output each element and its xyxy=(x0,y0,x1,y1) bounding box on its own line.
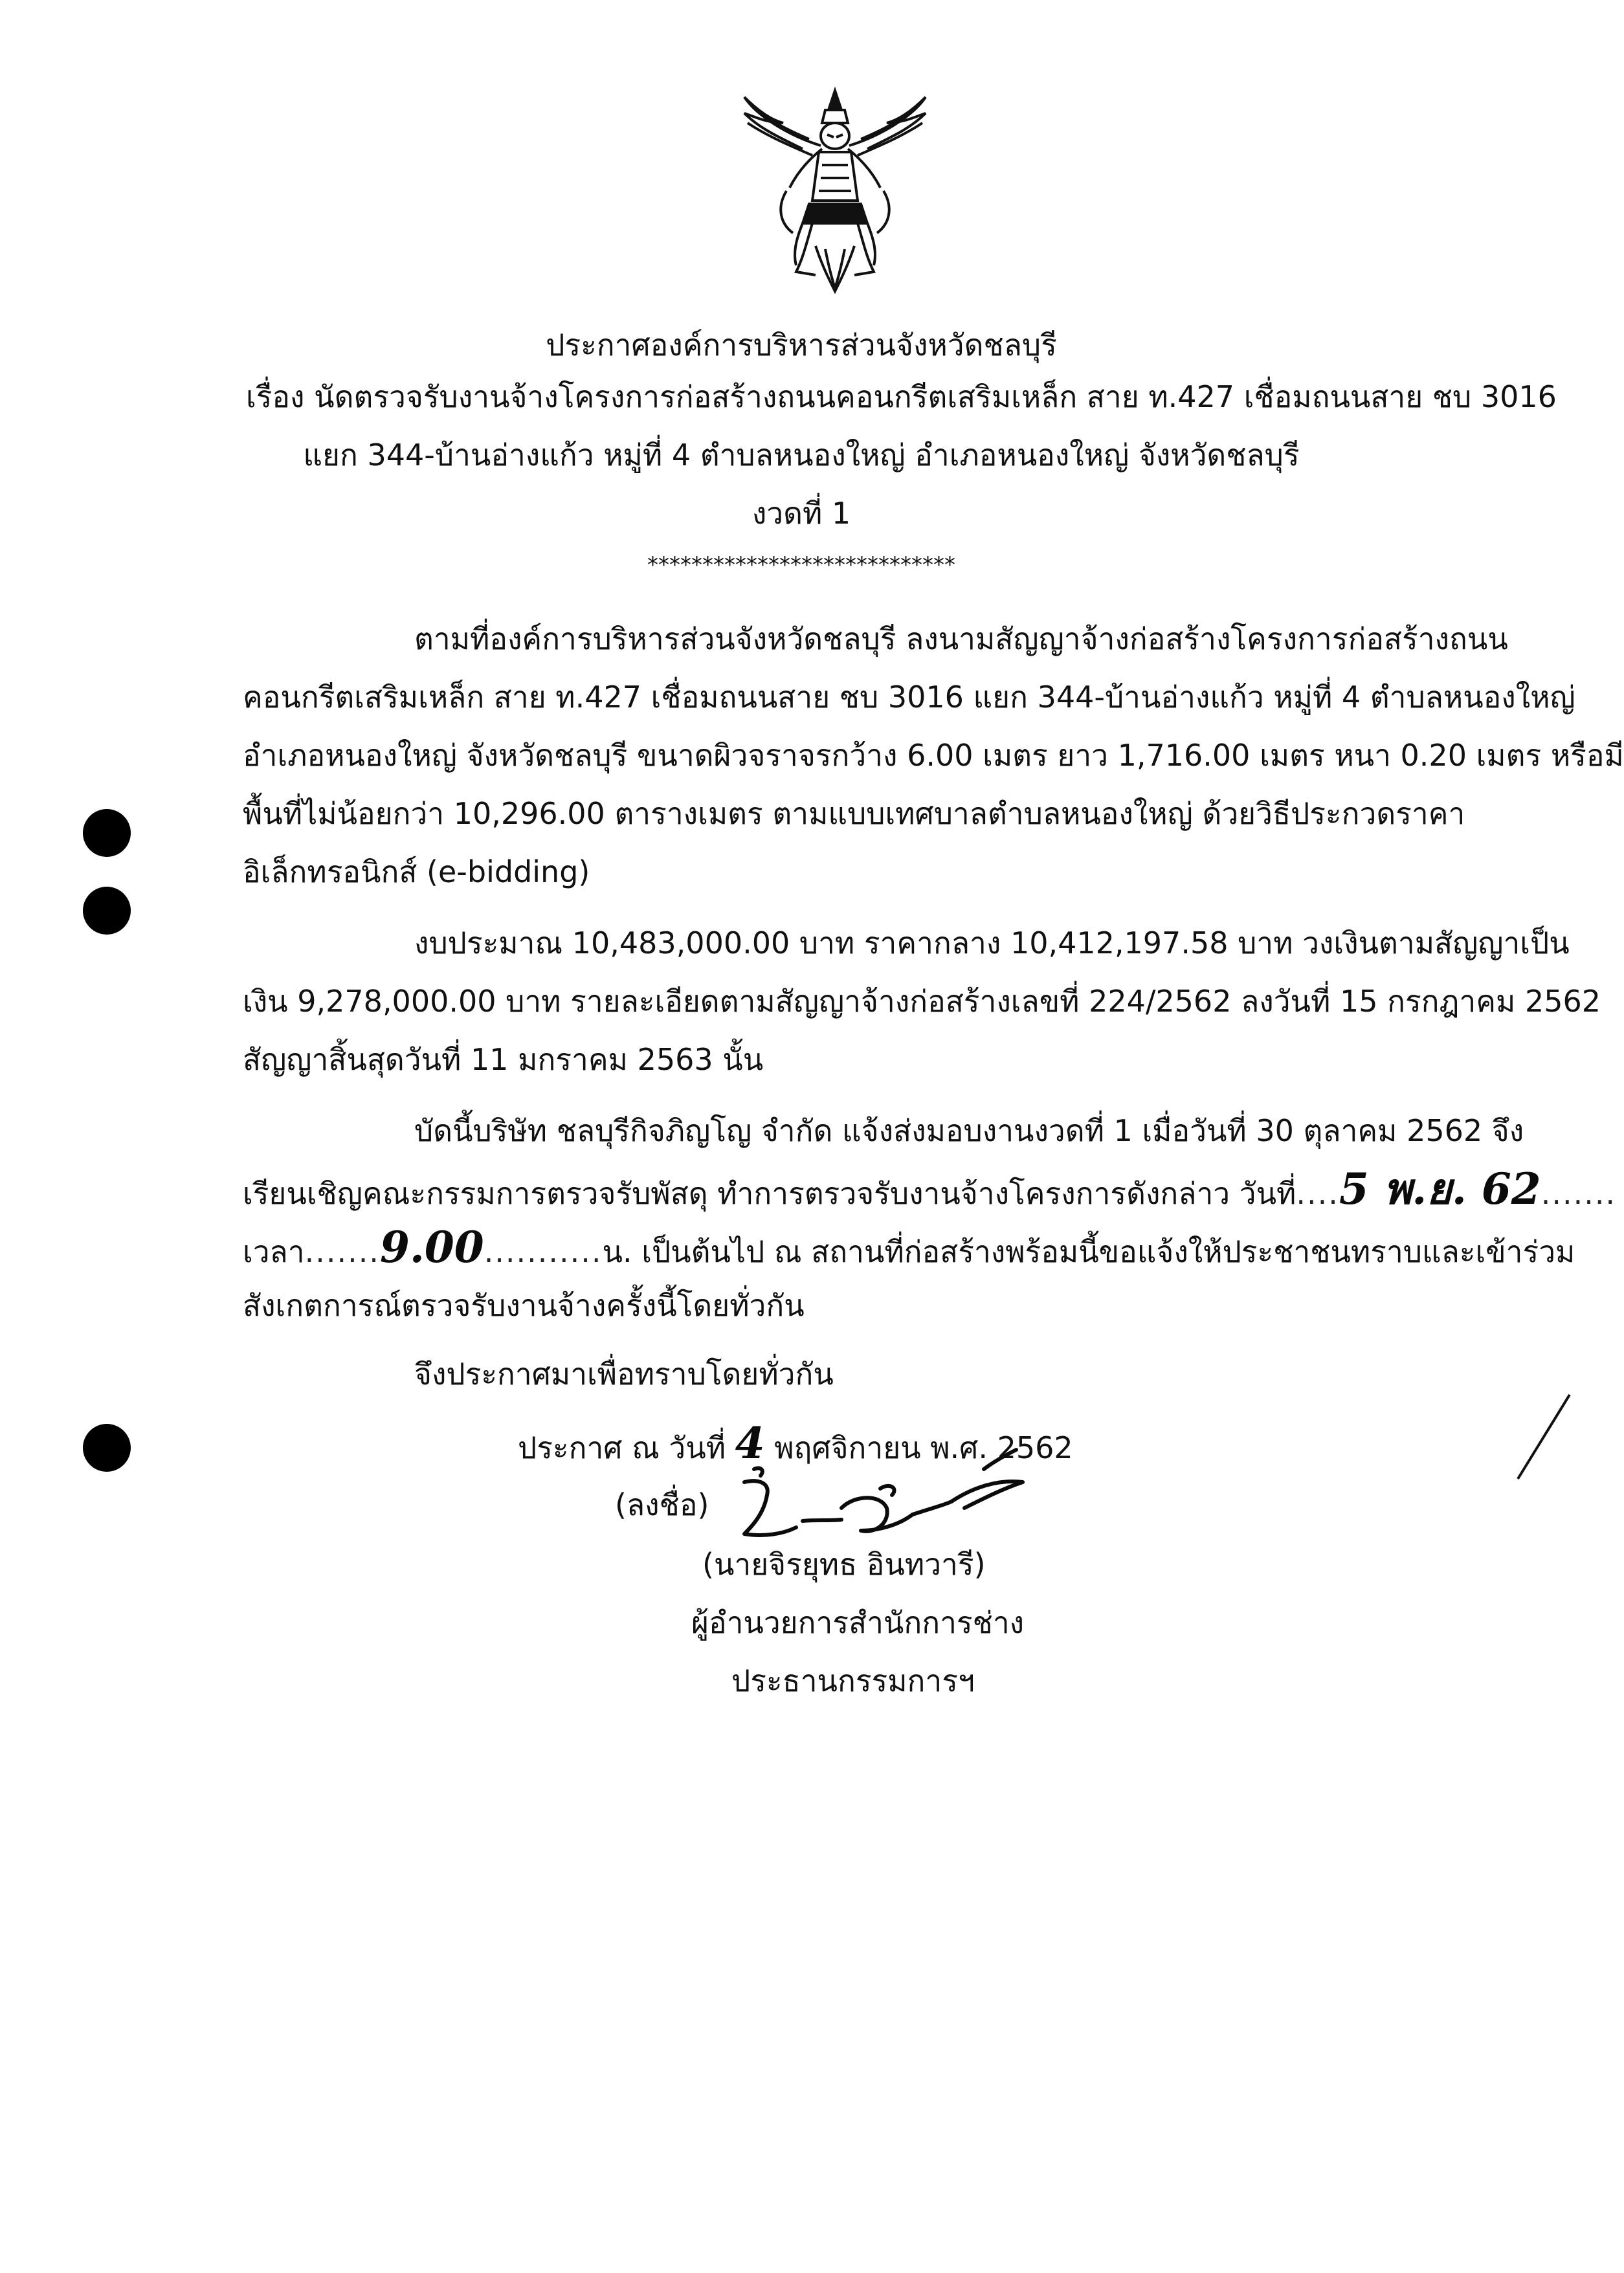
sign-label: (ลงชื่อ) xyxy=(615,1487,709,1522)
punch-hole xyxy=(83,809,131,857)
paragraph-1-line: อิเล็กทรอนิกส์ (e-bidding) xyxy=(243,854,590,889)
separator: **************************** xyxy=(647,552,955,578)
punch-hole xyxy=(83,887,131,935)
time-suffix: น. เป็นต้นไป ณ สถานที่ก่อสร้างพร้อมนี้ขอแจ้งให้ประชาชนทราบและเข้าร่วม xyxy=(602,1234,1575,1269)
punch-hole xyxy=(83,1424,131,1472)
signer-position: ผู้อำนวยการสำนักการช่าง xyxy=(691,1605,1025,1640)
time-fill-line: ........... xyxy=(484,1234,603,1269)
paragraph-1-line: พื้นที่ไม่น้อยกว่า 10,296.00 ตารางเมตร ตามแบบเทศบาลตำบลหนองใหญ่ ด้วยวิธีประกวดราคา xyxy=(243,796,1465,831)
paragraph-3-line: บัดนี้บริษัท ชลบุรีกิจภิญโญ จำกัด แจ้งส่งมอบงานงวดที่ 1 เมื่อวันที่ 30 ตุลาคม 2562 จึง xyxy=(414,1113,1524,1148)
announcement-title: ประกาศองค์การบริหารส่วนจังหวัดชลบุรี xyxy=(546,327,1057,362)
subject-line-2: แยก 344-บ้านอ่างแก้ว หมู่ที่ 4 ตำบลหนองใหญ่ อำเภอหนองใหญ่ จังหวัดชลบุรี xyxy=(303,438,1300,472)
handwritten-inspection-date: 5 พ.ย. 62 xyxy=(1339,1164,1541,1214)
paragraph-1-line: ตามที่องค์การบริหารส่วนจังหวัดชลบุรี ลงนามสัญญาจ้างก่อสร้างโครงการก่อสร้างถนน xyxy=(414,621,1508,656)
signer-role: ประธานกรรมการฯ xyxy=(731,1663,975,1698)
handwritten-time: 9.00 xyxy=(379,1222,484,1272)
paragraph-1-line: คอนกรีตเสริมเหล็ก สาย ท.427 เชื่อมถนนสาย ชบ 3016 แยก 344-บ้านอ่างแก้ว หมู่ที่ 4 ตำบลหนองใหญ่ xyxy=(243,680,1575,715)
handwritten-signature xyxy=(725,1443,1062,1560)
paragraph-3-line xyxy=(243,1222,1575,1272)
date-prefix: ประกาศ ณ วันที่ xyxy=(518,1430,726,1465)
paragraph-2-line: สัญญาสิ้นสุดวันที่ 11 มกราคม 2563 นั้น xyxy=(243,1042,764,1077)
paragraph-2-line: เงิน 9,278,000.00 บาท รายละเอียดตามสัญญาจ้างก่อสร้างเลขที่ 224/2562 ลงวันที่ 15 กรกฎาคม 2562 xyxy=(243,984,1601,1019)
signer-name: (นายจิรยุทธ อินทวารี) xyxy=(702,1547,986,1582)
paragraph-2-line: งบประมาณ 10,483,000.00 บาท ราคากลาง 10,412,197.58 บาท วงเงินตามสัญญาเป็น xyxy=(414,926,1570,960)
garuda-emblem xyxy=(731,84,939,298)
inspection-date-prefix: เรียนเชิญคณะกรรมการตรวจรับพัสดุ ทำการตรวจรับงานจ้างโครงการดังกล่าว วันที่ xyxy=(243,1176,1296,1211)
installment-label: งวดที่ 1 xyxy=(751,496,851,531)
date-fill-line: ....... xyxy=(1541,1176,1617,1211)
paragraph-1-line: อำเภอหนองใหญ่ จังหวัดชลบุรี ขนาดผิวจราจรกว้าง 6.00 เมตร ยาว 1,716.00 เมตร หนา 0.20 เมตร หรือมี xyxy=(243,738,1624,773)
closing-statement: จึงประกาศมาเพื่อทราบโดยทั่วกัน xyxy=(414,1357,834,1392)
date-suffix: พฤศจิกายน พ.ศ. 2562 xyxy=(774,1430,1073,1465)
paragraph-3-line xyxy=(243,1164,1617,1214)
time-fill-line: ....... xyxy=(304,1234,380,1269)
paragraph-3-line: สังเกตการณ์ตรวจรับงานจ้างครั้งนี้โดยทั่วกัน xyxy=(243,1288,805,1323)
handwritten-day: 4 xyxy=(735,1418,765,1469)
pen-stroke-mark xyxy=(1515,1392,1573,1482)
date-fill-line: .... xyxy=(1296,1176,1339,1211)
time-prefix: เวลา xyxy=(243,1234,305,1269)
subject-line-1: เรื่อง นัดตรวจรับงานจ้างโครงการก่อสร้างถนนคอนกรีตเสริมเหล็ก สาย ท.427 เชื่อมถนนสาย ชบ 3016 xyxy=(246,379,1557,414)
